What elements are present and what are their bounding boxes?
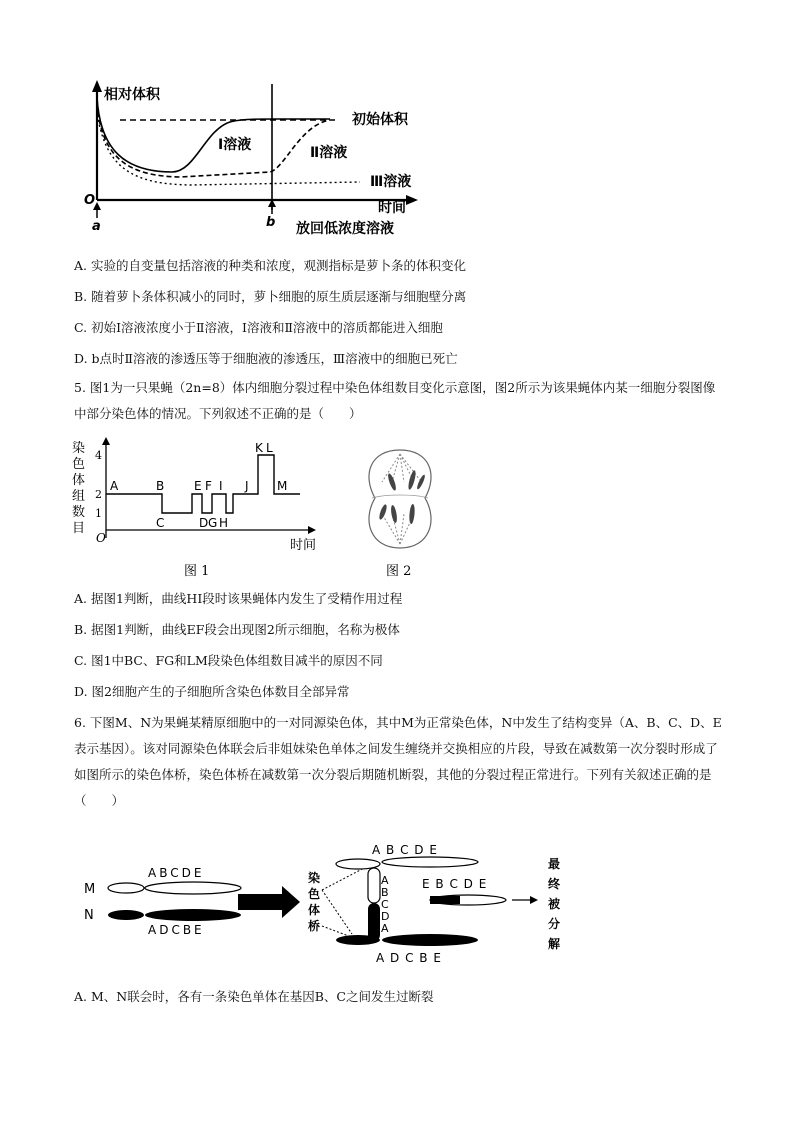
- q4-option-a: A. 实验的自变量包括溶液的种类和浓度，观测指标是萝卜条的体积变化: [74, 258, 466, 273]
- q5-option-d: D. 图2细胞产生的子细胞所含染色体数目全部异常: [74, 684, 350, 699]
- q6-option-a: A. M、N联会时，各有一条染色单体在基因B、C之间发生过断裂: [74, 989, 434, 1004]
- solution-2-label: Ⅱ溶液: [310, 145, 348, 161]
- fig1-step-curve: [106, 455, 300, 513]
- volume-origin: O: [84, 193, 96, 208]
- broken-chromosome: [430, 895, 506, 905]
- volume-y-arrow: [92, 80, 102, 92]
- m-genes: ABCDE: [148, 866, 205, 880]
- fig1-label-K: K: [255, 441, 263, 455]
- volume-x-label: 时间: [378, 200, 406, 216]
- return-note: 放回低浓度溶液: [296, 221, 394, 237]
- fig1-label-J: J: [245, 479, 249, 493]
- result-label: 最终被分解: [548, 857, 561, 951]
- fig1-label-I: I: [219, 479, 223, 493]
- fig1-y-label: 染色体组数目: [72, 441, 86, 536]
- solution-1-label: Ⅰ溶液: [218, 137, 252, 153]
- bridge-label: 染色体桥: [308, 871, 321, 933]
- fig2-caption: 图 2: [386, 564, 412, 579]
- solution-3-label: Ⅲ溶液: [370, 174, 412, 190]
- q6-figure: [0, 840, 794, 970]
- bridge-top-chromosome: [336, 857, 478, 869]
- fig1-label-M: M: [277, 479, 288, 493]
- fig1-label-E: E: [194, 479, 202, 493]
- bridge-genes: A B C D A: [381, 874, 390, 935]
- q4-option-b: B. 随着萝卜条体积减小的同时，萝卜细胞的原生质层逐渐与细胞壁分离: [74, 289, 467, 304]
- fig1-caption: 图 1: [184, 564, 210, 579]
- fig1-label-L: L: [266, 441, 273, 455]
- chromosome-N: [108, 909, 241, 921]
- broken-genes: E B C D E: [422, 877, 488, 891]
- fig1-tick-1: 1: [95, 507, 102, 520]
- q5-stem: 5. 图1为一只果蝇（2n=8）体内细胞分裂过程中染色体组数目变化示意图，图2所示为该果蝇体内某一细胞分裂图像中部分染色体的情况。下列叙述不正确的是（ ）: [74, 380, 716, 421]
- volume-figure: [0, 0, 794, 250]
- fig1-label-D: D: [199, 516, 209, 530]
- chromosome-M: [108, 882, 241, 894]
- top-genes: A B C D E: [372, 843, 438, 857]
- curve-solution-2: [97, 104, 330, 177]
- label-b: b: [266, 215, 276, 230]
- q4-option-d: D. b点时Ⅱ溶液的渗透压等于细胞液的渗透压，Ⅲ溶液中的细胞已死亡: [74, 351, 458, 366]
- curve-solution-1: [97, 97, 330, 172]
- label-M: M: [84, 882, 96, 897]
- fig2-cell: [369, 450, 431, 548]
- initial-volume-label: 初始体积: [352, 112, 408, 128]
- label-a: a: [92, 219, 101, 234]
- fig1-label-B: B: [156, 479, 165, 493]
- process-arrow: [238, 886, 300, 918]
- bridge-bottom-chromosome: [336, 934, 478, 946]
- n-genes: ADCBE: [148, 923, 205, 937]
- label-N: N: [84, 908, 94, 923]
- bridge-chromatid: [368, 868, 380, 941]
- volume-x-arrow: [406, 195, 418, 205]
- fig1-x-arrow: [308, 526, 316, 534]
- q6-stem: 6. 下图M、N为果蝇某精原细胞中的一对同源染色体，其中M为正常染色体，N中发生了结构变异（A、B、C、D、E表示基因）。该对同源染色体联会后非姐妹染色单体之间发生缠绕并交换相应的片段，导致在减数第一次分裂时形成了如图所示的染色体桥，染色体桥在减数第一次分裂后期随机断裂，其他的分裂过程正常进行。下列有关叙述正确的是（ ）: [74, 715, 722, 808]
- volume-y-label: 相对体积: [104, 87, 160, 103]
- q5-option-a: A. 据图1判断，曲线HI段时该果蝇体内发生了受精作用过程: [74, 591, 403, 606]
- result-arrow-head: [530, 896, 538, 904]
- fig1-label-A: A: [110, 479, 119, 493]
- fig1-tick-2: 2: [95, 488, 102, 501]
- q5-option-b: B. 据图1判断，曲线EF段会出现图2所示细胞，名称为极体: [74, 622, 400, 637]
- fig1-x-label: 时间: [290, 538, 317, 553]
- fig1-y-arrow: [102, 437, 110, 445]
- fig1-label-H: H: [219, 516, 229, 530]
- q5-option-c: C. 图1中BC、FG和LM段染色体组数目减半的原因不同: [74, 653, 383, 668]
- fig1-tick-4: 4: [95, 449, 102, 462]
- fig1-label-G: G: [208, 516, 218, 530]
- bridge-pointers: [322, 866, 370, 944]
- q4-option-c: C. 初始Ⅰ溶液浓度小于Ⅱ溶液，Ⅰ溶液和Ⅱ溶液中的溶质都能进入细胞: [74, 320, 443, 335]
- fig1-origin: O: [96, 531, 106, 545]
- fig1-label-F: F: [205, 479, 212, 493]
- bottom-genes: A D C B E: [376, 951, 442, 965]
- fig1-label-C: C: [156, 516, 165, 530]
- q5-figures: [0, 430, 794, 590]
